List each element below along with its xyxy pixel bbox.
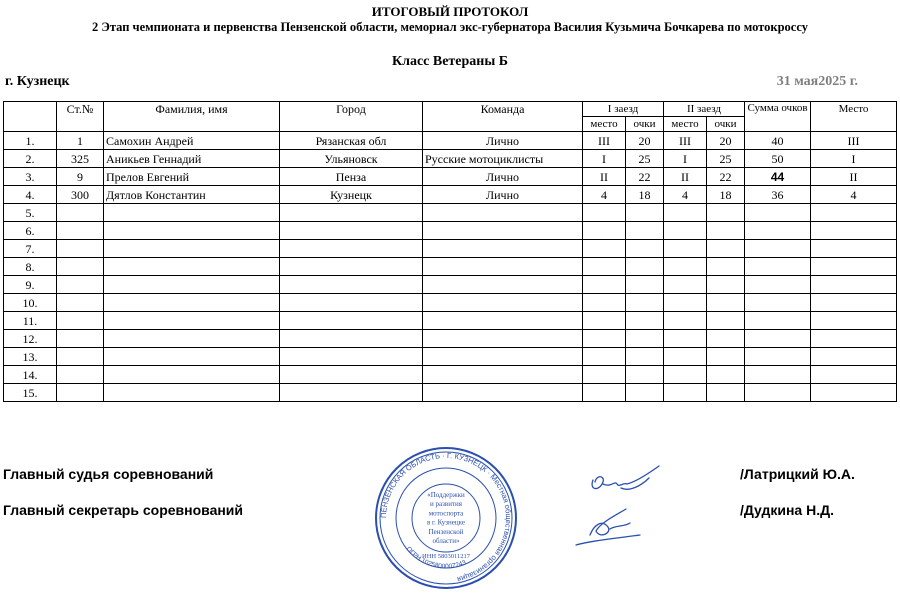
cell-p1: II: [583, 168, 626, 186]
cell-n: 4.: [4, 186, 57, 204]
cell-place: [811, 312, 897, 330]
seal-center-line: «Поддержки: [427, 491, 465, 499]
cell-place: [811, 240, 897, 258]
cell-city: [280, 222, 423, 240]
cell-team: [423, 366, 583, 384]
table-row: [4, 240, 897, 258]
seal-center-line: Пензенской: [428, 527, 464, 536]
city-label: г. Кузнецк: [5, 74, 70, 89]
cell-sum: [745, 240, 811, 258]
cell-n: 3.: [4, 168, 57, 186]
cell-name: [104, 366, 280, 384]
cell-name: [104, 204, 280, 222]
cell-start: 300: [57, 186, 104, 204]
cell-city: Пенза: [280, 168, 423, 186]
seal-inn: ИНН 5803011217: [422, 553, 470, 560]
cell-s1: [626, 258, 664, 276]
cell-start: [57, 204, 104, 222]
cell-name: [104, 258, 280, 276]
table-row: [4, 330, 897, 348]
cell-start: 325: [57, 150, 104, 168]
cell-team: [423, 330, 583, 348]
cell-s1: [626, 330, 664, 348]
cell-p2: [664, 312, 707, 330]
cell-city: [280, 384, 423, 402]
cell-n: 12.: [4, 330, 57, 348]
table-row: [4, 276, 897, 294]
cell-sum: 44: [745, 168, 811, 186]
cell-team: Лично: [423, 186, 583, 204]
cell-p2: I: [664, 150, 707, 168]
cell-place: [811, 330, 897, 348]
cell-place: III: [811, 132, 897, 150]
header-place: Место: [811, 102, 897, 132]
cell-name: Самохин Андрей: [104, 132, 280, 150]
header-num: [4, 102, 57, 132]
table-row: [4, 258, 897, 276]
cell-s1: [626, 366, 664, 384]
cell-s1: [626, 348, 664, 366]
cell-n: 1.: [4, 132, 57, 150]
cell-s1: 22: [626, 168, 664, 186]
cell-city: [280, 204, 423, 222]
cell-s2: [707, 366, 745, 384]
cell-sum: [745, 276, 811, 294]
cell-s2: 25: [707, 150, 745, 168]
event-subtitle: 2 Этап чемпионата и первенства Пензенской области, мемориал экс-губернатора Василия Кузьмича Бочкарева по мотокроссу: [92, 20, 808, 34]
table-row: [4, 366, 897, 384]
table-row: [4, 312, 897, 330]
organization-seal: [374, 446, 518, 590]
cell-s2: 22: [707, 168, 745, 186]
chief-judge-name: /Латрицкий Ю.А.: [740, 466, 855, 482]
cell-s1: [626, 240, 664, 258]
cell-team: [423, 240, 583, 258]
cell-n: 15.: [4, 384, 57, 402]
cell-p1: [583, 366, 626, 384]
cell-s1: [626, 222, 664, 240]
cell-p1: I: [583, 150, 626, 168]
cell-start: [57, 348, 104, 366]
cell-s1: 20: [626, 132, 664, 150]
results-table: [3, 101, 897, 402]
cell-p1: [583, 330, 626, 348]
cell-start: 9: [57, 168, 104, 186]
cell-name: [104, 384, 280, 402]
cell-sum: 40: [745, 132, 811, 150]
cell-n: 5.: [4, 204, 57, 222]
cell-p1: [583, 204, 626, 222]
header-race1: I заезд: [583, 102, 664, 117]
header-start-no: Ст.№: [57, 102, 104, 132]
cell-n: 14.: [4, 366, 57, 384]
cell-p1: 4: [583, 186, 626, 204]
secretary-signature: [570, 505, 645, 550]
protocol-title: ИТОГОВЫЙ ПРОТОКОЛ: [371, 4, 529, 19]
cell-place: [811, 384, 897, 402]
cell-p2: [664, 366, 707, 384]
cell-sum: [745, 258, 811, 276]
cell-name: Аникьев Геннадий: [104, 150, 280, 168]
cell-name: [104, 222, 280, 240]
cell-s1: [626, 384, 664, 402]
cell-p2: [664, 240, 707, 258]
table-row: [4, 168, 897, 186]
cell-start: [57, 366, 104, 384]
cell-n: 7.: [4, 240, 57, 258]
subheader-race2-points: очки: [707, 117, 745, 132]
cell-p2: [664, 222, 707, 240]
table-header-row: [4, 102, 897, 117]
cell-sum: [745, 384, 811, 402]
table-row: [4, 132, 897, 150]
cell-s1: [626, 294, 664, 312]
cell-p2: 4: [664, 186, 707, 204]
table-row: [4, 222, 897, 240]
cell-p2: [664, 348, 707, 366]
date-label: 31 мая2025 г.: [776, 74, 858, 89]
chief-secretary-label: Главный секретарь соревнований: [3, 502, 244, 518]
cell-p2: [664, 204, 707, 222]
cell-n: 11.: [4, 312, 57, 330]
cell-place: [811, 294, 897, 312]
cell-p2: III: [664, 132, 707, 150]
cell-start: [57, 330, 104, 348]
cell-sum: [745, 330, 811, 348]
cell-n: 10.: [4, 294, 57, 312]
cell-sum: [745, 348, 811, 366]
header-city: Город: [280, 102, 423, 132]
cell-start: [57, 222, 104, 240]
cell-p2: [664, 258, 707, 276]
cell-city: [280, 312, 423, 330]
cell-s2: [707, 204, 745, 222]
cell-n: 8.: [4, 258, 57, 276]
cell-place: I: [811, 150, 897, 168]
cell-start: 1: [57, 132, 104, 150]
cell-sum: [745, 312, 811, 330]
cell-name: [104, 348, 280, 366]
cell-city: Ульяновск: [280, 150, 423, 168]
header-team: Команда: [423, 102, 583, 132]
cell-start: [57, 384, 104, 402]
subheader-race1-points: очки: [626, 117, 664, 132]
cell-name: [104, 294, 280, 312]
cell-name: Дятлов Константин: [104, 186, 280, 204]
cell-place: [811, 258, 897, 276]
cell-p1: [583, 258, 626, 276]
cell-team: Лично: [423, 168, 583, 186]
cell-p2: II: [664, 168, 707, 186]
table-row: [4, 348, 897, 366]
cell-start: [57, 258, 104, 276]
cell-team: [423, 258, 583, 276]
cell-place: [811, 366, 897, 384]
cell-p2: [664, 276, 707, 294]
cell-start: [57, 312, 104, 330]
header-sum: Сумма очков: [745, 102, 811, 132]
cell-team: [423, 204, 583, 222]
cell-s2: [707, 222, 745, 240]
cell-s1: [626, 312, 664, 330]
chief-secretary-name: /Дудкина Н.Д.: [740, 502, 834, 518]
cell-s1: [626, 204, 664, 222]
cell-team: [423, 312, 583, 330]
cell-name: [104, 312, 280, 330]
seal-center-line: и развития: [430, 500, 462, 509]
cell-s2: 20: [707, 132, 745, 150]
table-row: [4, 150, 897, 168]
cell-team: [423, 348, 583, 366]
chief-judge-label: Главный судья соревнований: [3, 466, 214, 482]
seal-center-line: мотоспорта: [428, 509, 464, 518]
cell-p1: III: [583, 132, 626, 150]
table-row: [4, 384, 897, 402]
cell-team: [423, 222, 583, 240]
cell-s2: [707, 384, 745, 402]
cell-s2: [707, 294, 745, 312]
cell-team: [423, 294, 583, 312]
cell-p1: [583, 294, 626, 312]
table-row: [4, 186, 897, 204]
cell-p1: [583, 384, 626, 402]
cell-p1: [583, 222, 626, 240]
cell-place: [811, 204, 897, 222]
cell-city: [280, 240, 423, 258]
subheader-race1-place: место: [583, 117, 626, 132]
cell-s1: 18: [626, 186, 664, 204]
cell-city: [280, 348, 423, 366]
cell-city: [280, 330, 423, 348]
cell-name: [104, 240, 280, 258]
seal-center-line: области»: [432, 537, 460, 545]
cell-s1: 25: [626, 150, 664, 168]
cell-p1: [583, 312, 626, 330]
cell-n: 13.: [4, 348, 57, 366]
cell-s2: [707, 312, 745, 330]
header-race2: II заезд: [664, 102, 745, 117]
cell-s2: [707, 276, 745, 294]
cell-s2: [707, 348, 745, 366]
cell-place: 4: [811, 186, 897, 204]
cell-place: [811, 348, 897, 366]
cell-n: 2.: [4, 150, 57, 168]
cell-sum: [745, 366, 811, 384]
cell-p1: [583, 276, 626, 294]
svg-text:ОГРН 1025800007243: ОГРН 1025800007243: [404, 545, 468, 571]
cell-city: [280, 258, 423, 276]
cell-city: Рязанская обл: [280, 132, 423, 150]
cell-name: [104, 276, 280, 294]
cell-start: [57, 240, 104, 258]
cell-start: [57, 276, 104, 294]
cell-team: [423, 276, 583, 294]
cell-s2: [707, 258, 745, 276]
cell-start: [57, 294, 104, 312]
cell-team: Лично: [423, 132, 583, 150]
cell-city: [280, 276, 423, 294]
cell-name: Прелов Евгений: [104, 168, 280, 186]
cell-s2: [707, 330, 745, 348]
header-name: Фамилия, имя: [104, 102, 280, 132]
cell-sum: [745, 294, 811, 312]
seal-center-line: в г. Кузнецке: [427, 518, 465, 527]
cell-team: Русские мотоциклисты: [423, 150, 583, 168]
class-label: Класс Ветераны Б: [391, 54, 509, 69]
cell-p2: [664, 330, 707, 348]
cell-p1: [583, 240, 626, 258]
cell-place: [811, 276, 897, 294]
cell-city: [280, 294, 423, 312]
cell-p2: [664, 294, 707, 312]
cell-place: [811, 222, 897, 240]
cell-s2: [707, 240, 745, 258]
judge-signature: [585, 462, 665, 502]
cell-city: Кузнецк: [280, 186, 423, 204]
cell-n: 6.: [4, 222, 57, 240]
table-row: [4, 294, 897, 312]
cell-n: 9.: [4, 276, 57, 294]
svg-text:ПЕНЗЕНСКАЯ ОБЛАСТЬ · Г. КУЗНЕЦ: ПЕНЗЕНСКАЯ ОБЛАСТЬ · Г. КУЗНЕЦК · Местная общественная организация: [378, 450, 514, 584]
subheader-race2-place: место: [664, 117, 707, 132]
table-row: [4, 204, 897, 222]
cell-sum: [745, 222, 811, 240]
cell-place: II: [811, 168, 897, 186]
cell-city: [280, 366, 423, 384]
cell-p2: [664, 384, 707, 402]
cell-sum: 50: [745, 150, 811, 168]
cell-sum: 36: [745, 186, 811, 204]
cell-team: [423, 384, 583, 402]
cell-p1: [583, 348, 626, 366]
cell-name: [104, 330, 280, 348]
cell-s1: [626, 276, 664, 294]
cell-s2: 18: [707, 186, 745, 204]
cell-sum: [745, 204, 811, 222]
